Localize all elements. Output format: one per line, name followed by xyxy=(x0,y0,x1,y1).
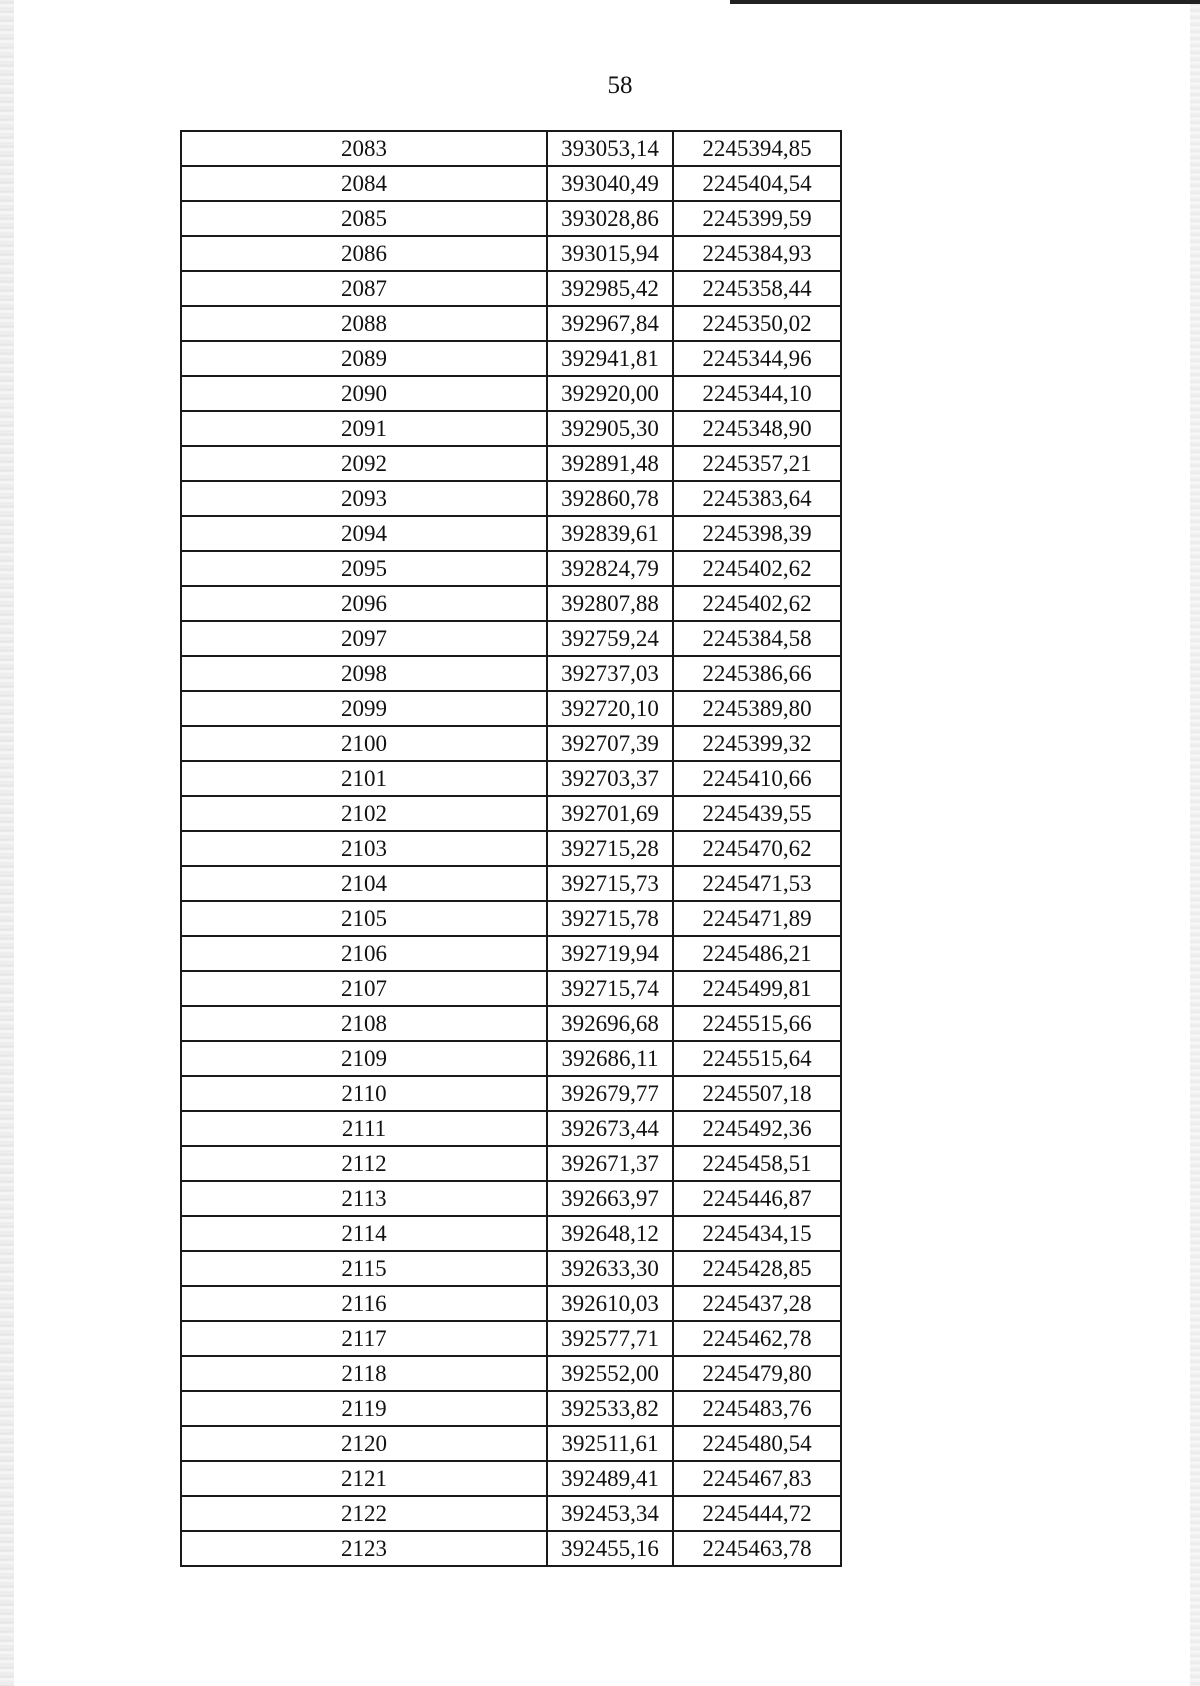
y-coordinate-cell: 2245479,80 xyxy=(673,1356,841,1391)
point-number-cell: 2094 xyxy=(181,516,547,551)
point-number-cell: 2089 xyxy=(181,341,547,376)
x-coordinate-cell: 392707,39 xyxy=(547,726,673,761)
point-number-cell: 2087 xyxy=(181,271,547,306)
point-number-cell: 2102 xyxy=(181,796,547,831)
table-row xyxy=(181,971,841,1006)
y-coordinate-cell: 2245389,80 xyxy=(673,691,841,726)
point-number-cell: 2116 xyxy=(181,1286,547,1321)
y-coordinate-cell: 2245471,53 xyxy=(673,866,841,901)
y-coordinate-cell: 2245483,76 xyxy=(673,1391,841,1426)
y-coordinate-cell: 2245344,10 xyxy=(673,376,841,411)
point-number-cell: 2085 xyxy=(181,201,547,236)
table-row xyxy=(181,621,841,656)
table-row xyxy=(181,271,841,306)
x-coordinate-cell: 393015,94 xyxy=(547,236,673,271)
point-number-cell: 2114 xyxy=(181,1216,547,1251)
page-number: 58 xyxy=(607,72,633,99)
y-coordinate-cell: 2245399,59 xyxy=(673,201,841,236)
table-row xyxy=(181,796,841,831)
x-coordinate-cell: 392715,78 xyxy=(547,901,673,936)
table-row xyxy=(181,1251,841,1286)
scan-top-line xyxy=(730,0,1200,4)
x-coordinate-cell: 393040,49 xyxy=(547,166,673,201)
table-row xyxy=(181,1461,841,1496)
x-coordinate-cell: 392648,12 xyxy=(547,1216,673,1251)
point-number-cell: 2105 xyxy=(181,901,547,936)
table-row xyxy=(181,866,841,901)
table-row xyxy=(181,1391,841,1426)
y-coordinate-cell: 2245386,66 xyxy=(673,656,841,691)
table-row xyxy=(181,1006,841,1041)
x-coordinate-cell: 392807,88 xyxy=(547,586,673,621)
point-number-cell: 2088 xyxy=(181,306,547,341)
x-coordinate-cell: 392533,82 xyxy=(547,1391,673,1426)
y-coordinate-cell: 2245344,96 xyxy=(673,341,841,376)
point-number-cell: 2097 xyxy=(181,621,547,656)
table-row xyxy=(181,1181,841,1216)
x-coordinate-cell: 392610,03 xyxy=(547,1286,673,1321)
y-coordinate-cell: 2245480,54 xyxy=(673,1426,841,1461)
y-coordinate-cell: 2245462,78 xyxy=(673,1321,841,1356)
table-row xyxy=(181,1111,841,1146)
point-number-cell: 2112 xyxy=(181,1146,547,1181)
y-coordinate-cell: 2245463,78 xyxy=(673,1531,841,1566)
y-coordinate-cell: 2245404,54 xyxy=(673,166,841,201)
y-coordinate-cell: 2245486,21 xyxy=(673,936,841,971)
table-row xyxy=(181,1356,841,1391)
table-row xyxy=(181,1216,841,1251)
table-row xyxy=(181,446,841,481)
y-coordinate-cell: 2245428,85 xyxy=(673,1251,841,1286)
x-coordinate-cell: 392715,74 xyxy=(547,971,673,1006)
x-coordinate-cell: 393053,14 xyxy=(547,131,673,166)
table-row xyxy=(181,901,841,936)
x-coordinate-cell: 392985,42 xyxy=(547,271,673,306)
x-coordinate-cell: 392839,61 xyxy=(547,516,673,551)
x-coordinate-cell: 392967,84 xyxy=(547,306,673,341)
table-row xyxy=(181,691,841,726)
table-row xyxy=(181,656,841,691)
x-coordinate-cell: 393028,86 xyxy=(547,201,673,236)
table-row xyxy=(181,1286,841,1321)
x-coordinate-cell: 392511,61 xyxy=(547,1426,673,1461)
table-row xyxy=(181,1041,841,1076)
point-number-cell: 2118 xyxy=(181,1356,547,1391)
x-coordinate-cell: 392489,41 xyxy=(547,1461,673,1496)
x-coordinate-cell: 392715,73 xyxy=(547,866,673,901)
point-number-cell: 2095 xyxy=(181,551,547,586)
y-coordinate-cell: 2245470,62 xyxy=(673,831,841,866)
x-coordinate-cell: 392552,00 xyxy=(547,1356,673,1391)
x-coordinate-cell: 392719,94 xyxy=(547,936,673,971)
x-coordinate-cell: 392860,78 xyxy=(547,481,673,516)
table-row xyxy=(181,306,841,341)
y-coordinate-cell: 2245492,36 xyxy=(673,1111,841,1146)
point-number-cell: 2108 xyxy=(181,1006,547,1041)
table-row xyxy=(181,341,841,376)
point-number-cell: 2111 xyxy=(181,1111,547,1146)
table-row xyxy=(181,236,841,271)
y-coordinate-cell: 2245446,87 xyxy=(673,1181,841,1216)
y-coordinate-cell: 2245444,72 xyxy=(673,1496,841,1531)
y-coordinate-cell: 2245467,83 xyxy=(673,1461,841,1496)
x-coordinate-cell: 392737,03 xyxy=(547,656,673,691)
y-coordinate-cell: 2245402,62 xyxy=(673,551,841,586)
point-number-cell: 2098 xyxy=(181,656,547,691)
table-row xyxy=(181,761,841,796)
point-number-cell: 2092 xyxy=(181,446,547,481)
table-row xyxy=(181,201,841,236)
point-number-cell: 2083 xyxy=(181,131,547,166)
y-coordinate-cell: 2245434,15 xyxy=(673,1216,841,1251)
x-coordinate-cell: 392941,81 xyxy=(547,341,673,376)
x-coordinate-cell: 392696,68 xyxy=(547,1006,673,1041)
y-coordinate-cell: 2245350,02 xyxy=(673,306,841,341)
y-coordinate-cell: 2245384,58 xyxy=(673,621,841,656)
table-row xyxy=(181,1321,841,1356)
table-row xyxy=(181,1426,841,1461)
x-coordinate-cell: 392679,77 xyxy=(547,1076,673,1111)
x-coordinate-cell: 392686,11 xyxy=(547,1041,673,1076)
x-coordinate-cell: 392673,44 xyxy=(547,1111,673,1146)
table-row xyxy=(181,516,841,551)
point-number-cell: 2121 xyxy=(181,1461,547,1496)
y-coordinate-cell: 2245348,90 xyxy=(673,411,841,446)
x-coordinate-cell: 392701,69 xyxy=(547,796,673,831)
x-coordinate-cell: 392453,34 xyxy=(547,1496,673,1531)
x-coordinate-cell: 392759,24 xyxy=(547,621,673,656)
table-row xyxy=(181,376,841,411)
table-row xyxy=(181,936,841,971)
x-coordinate-cell: 392577,71 xyxy=(547,1321,673,1356)
y-coordinate-cell: 2245515,64 xyxy=(673,1041,841,1076)
x-coordinate-cell: 392703,37 xyxy=(547,761,673,796)
point-number-cell: 2106 xyxy=(181,936,547,971)
coordinates-table xyxy=(180,130,842,1567)
table-row xyxy=(181,586,841,621)
point-number-cell: 2122 xyxy=(181,1496,547,1531)
y-coordinate-cell: 2245357,21 xyxy=(673,446,841,481)
table-row xyxy=(181,411,841,446)
y-coordinate-cell: 2245437,28 xyxy=(673,1286,841,1321)
scan-right-edge xyxy=(1190,0,1200,1686)
point-number-cell: 2120 xyxy=(181,1426,547,1461)
point-number-cell: 2104 xyxy=(181,866,547,901)
y-coordinate-cell: 2245394,85 xyxy=(673,131,841,166)
table-row xyxy=(181,481,841,516)
table-row xyxy=(181,726,841,761)
point-number-cell: 2107 xyxy=(181,971,547,1006)
scan-left-edge xyxy=(0,0,14,1686)
x-coordinate-cell: 392455,16 xyxy=(547,1531,673,1566)
x-coordinate-cell: 392891,48 xyxy=(547,446,673,481)
table-row xyxy=(181,551,841,586)
point-number-cell: 2090 xyxy=(181,376,547,411)
point-number-cell: 2099 xyxy=(181,691,547,726)
y-coordinate-cell: 2245471,89 xyxy=(673,901,841,936)
y-coordinate-cell: 2245402,62 xyxy=(673,586,841,621)
point-number-cell: 2123 xyxy=(181,1531,547,1566)
table-row xyxy=(181,131,841,166)
point-number-cell: 2113 xyxy=(181,1181,547,1216)
point-number-cell: 2086 xyxy=(181,236,547,271)
table-row xyxy=(181,1496,841,1531)
y-coordinate-cell: 2245439,55 xyxy=(673,796,841,831)
point-number-cell: 2096 xyxy=(181,586,547,621)
point-number-cell: 2110 xyxy=(181,1076,547,1111)
x-coordinate-cell: 392920,00 xyxy=(547,376,673,411)
table-row xyxy=(181,831,841,866)
table-row xyxy=(181,1076,841,1111)
point-number-cell: 2100 xyxy=(181,726,547,761)
x-coordinate-cell: 392824,79 xyxy=(547,551,673,586)
point-number-cell: 2101 xyxy=(181,761,547,796)
y-coordinate-cell: 2245458,51 xyxy=(673,1146,841,1181)
x-coordinate-cell: 392671,37 xyxy=(547,1146,673,1181)
point-number-cell: 2091 xyxy=(181,411,547,446)
table-row xyxy=(181,166,841,201)
point-number-cell: 2093 xyxy=(181,481,547,516)
y-coordinate-cell: 2245515,66 xyxy=(673,1006,841,1041)
x-coordinate-cell: 392905,30 xyxy=(547,411,673,446)
y-coordinate-cell: 2245399,32 xyxy=(673,726,841,761)
point-number-cell: 2117 xyxy=(181,1321,547,1356)
coordinates-table-body xyxy=(181,131,841,1566)
point-number-cell: 2084 xyxy=(181,166,547,201)
point-number-cell: 2103 xyxy=(181,831,547,866)
y-coordinate-cell: 2245384,93 xyxy=(673,236,841,271)
y-coordinate-cell: 2245398,39 xyxy=(673,516,841,551)
x-coordinate-cell: 392715,28 xyxy=(547,831,673,866)
y-coordinate-cell: 2245410,66 xyxy=(673,761,841,796)
x-coordinate-cell: 392720,10 xyxy=(547,691,673,726)
y-coordinate-cell: 2245507,18 xyxy=(673,1076,841,1111)
y-coordinate-cell: 2245358,44 xyxy=(673,271,841,306)
x-coordinate-cell: 392633,30 xyxy=(547,1251,673,1286)
table-row xyxy=(181,1531,841,1566)
point-number-cell: 2109 xyxy=(181,1041,547,1076)
y-coordinate-cell: 2245383,64 xyxy=(673,481,841,516)
y-coordinate-cell: 2245499,81 xyxy=(673,971,841,1006)
table-row xyxy=(181,1146,841,1181)
point-number-cell: 2115 xyxy=(181,1251,547,1286)
x-coordinate-cell: 392663,97 xyxy=(547,1181,673,1216)
point-number-cell: 2119 xyxy=(181,1391,547,1426)
